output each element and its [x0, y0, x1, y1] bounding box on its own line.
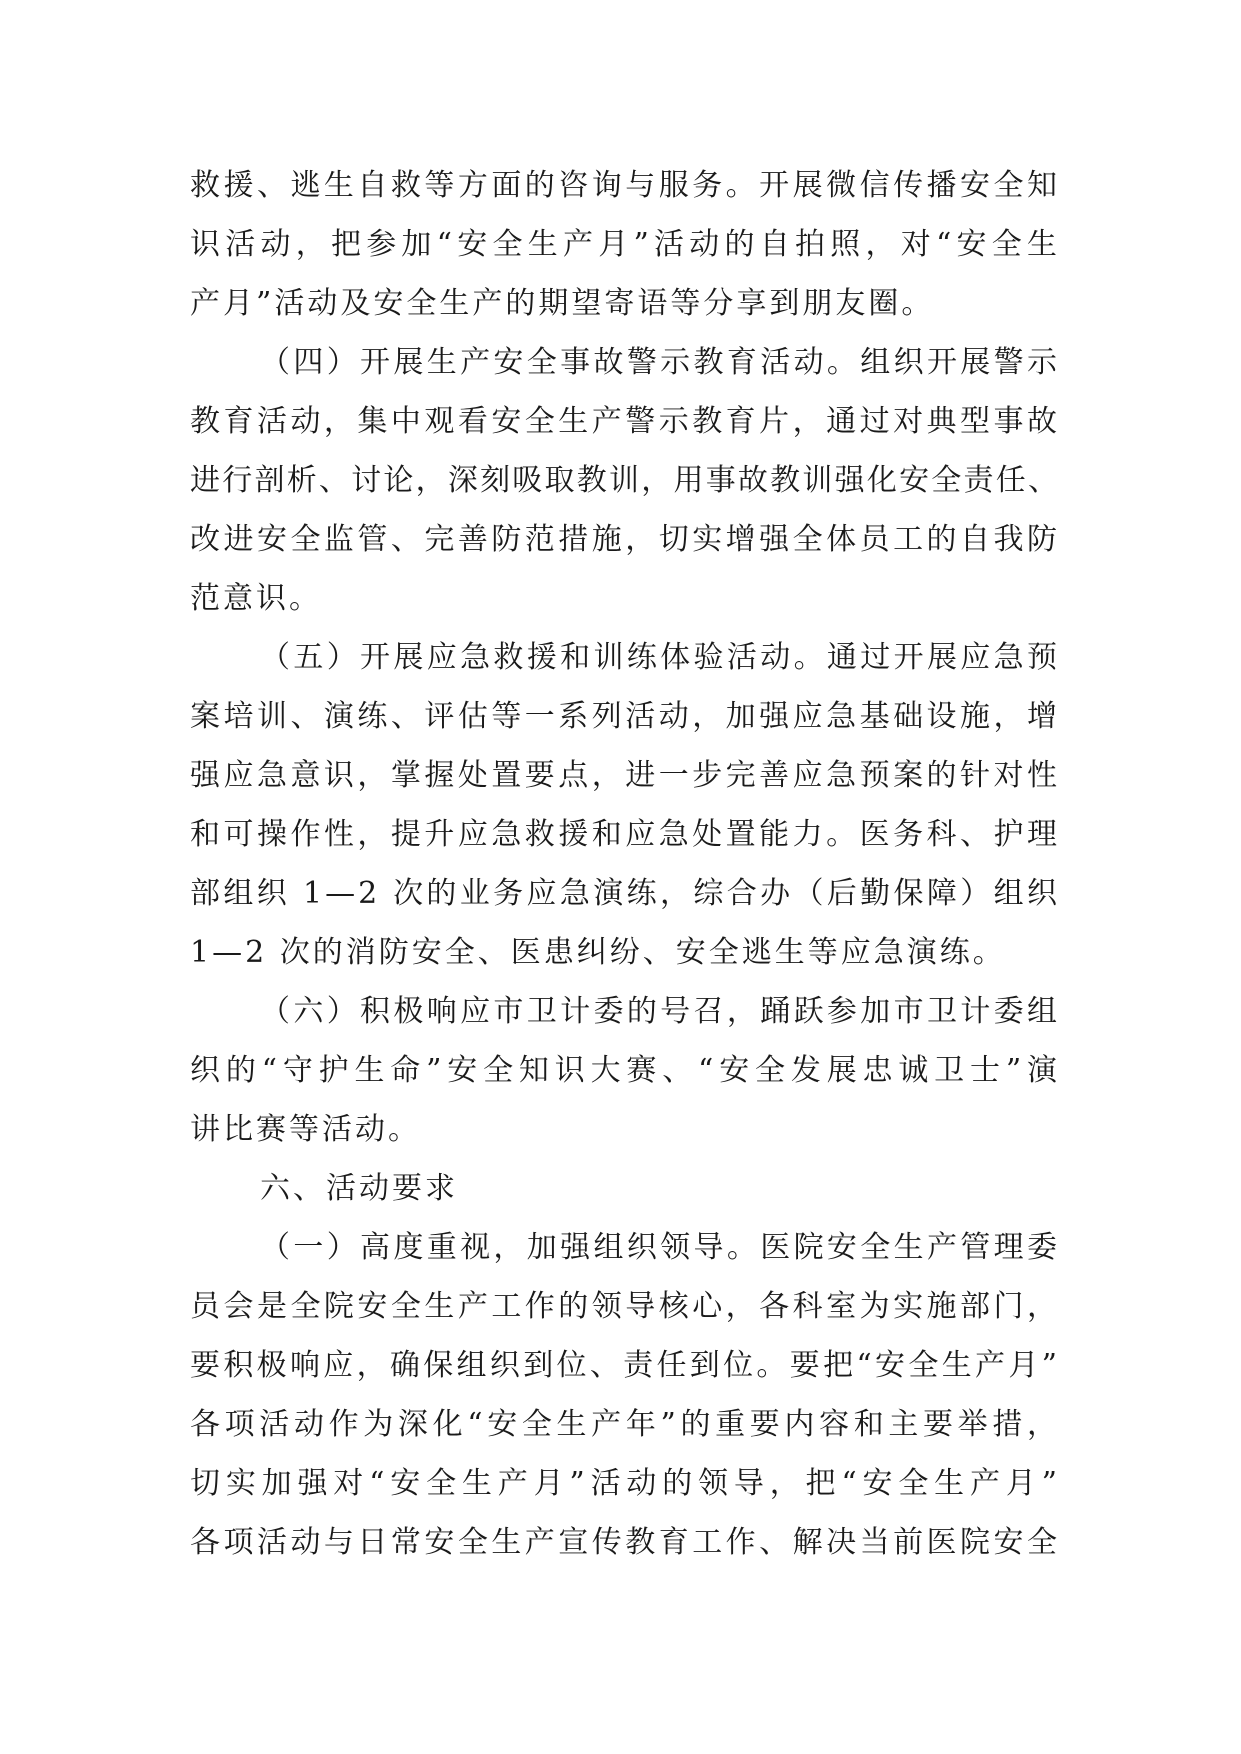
text-line: 六、活动要求	[260, 1171, 458, 1206]
text-line: 案培训、演练、评估等一系列活动，加强应急基础设施，增	[190, 699, 1060, 734]
text-line: 进行剖析、讨论，深刻吸取教训，用事故教训强化安全责任、	[190, 463, 1060, 498]
text-line: 产月”活动及安全生产的期望寄语等分享到朋友圈。	[190, 286, 935, 321]
text-line: 员会是全院安全生产工作的领导核心，各科室为实施部门，	[190, 1289, 1060, 1324]
text-line: 强应急意识，掌握处置要点，进一步完善应急预案的针对性	[190, 758, 1060, 793]
text-line: 各项活动与日常安全生产宣传教育工作、解决当前医院安全	[190, 1525, 1060, 1560]
text-line: （四）开展生产安全事故警示教育活动。组织开展警示	[260, 345, 1060, 380]
text-line: （五）开展应急救援和训练体验活动。通过开展应急预	[260, 640, 1060, 675]
text-line: 各项活动作为深化“安全生产年”的重要内容和主要举措，	[190, 1407, 1060, 1442]
text-line: 救援、逃生自救等方面的咨询与服务。开展微信传播安全知	[190, 168, 1060, 203]
text-line: 讲比赛等活动。	[190, 1112, 421, 1147]
text-line: 识活动，把参加“安全生产月”活动的自拍照，对“安全生	[190, 227, 1060, 262]
text-line: （六）积极响应市卫计委的号召，踊跃参加市卫计委组	[260, 994, 1060, 1029]
text-line: 和可操作性，提升应急救援和应急处置能力。医务科、护理	[190, 817, 1060, 852]
text-line: 要积极响应，确保组织到位、责任到位。要把“安全生产月”	[190, 1348, 1060, 1383]
text-line: 改进安全监管、完善防范措施，切实增强全体员工的自我防	[190, 522, 1060, 557]
text-line: 织的“守护生命”安全知识大赛、“安全发展忠诚卫士”演	[190, 1053, 1060, 1088]
text-line: 教育活动，集中观看安全生产警示教育片，通过对典型事故	[190, 404, 1060, 439]
text-line: 切实加强对“安全生产月”活动的领导，把“安全生产月”	[190, 1466, 1060, 1501]
text-line: （一）高度重视，加强组织领导。医院安全生产管理委	[260, 1230, 1060, 1265]
document-body	[190, 156, 1060, 1572]
text-line: 部组织 1—2 次的业务应急演练，综合办（后勤保障）组织	[190, 876, 1060, 911]
text-line: 范意识。	[190, 581, 322, 616]
text-line: 1—2 次的消防安全、医患纠纷、安全逃生等应急演练。	[190, 935, 1006, 970]
